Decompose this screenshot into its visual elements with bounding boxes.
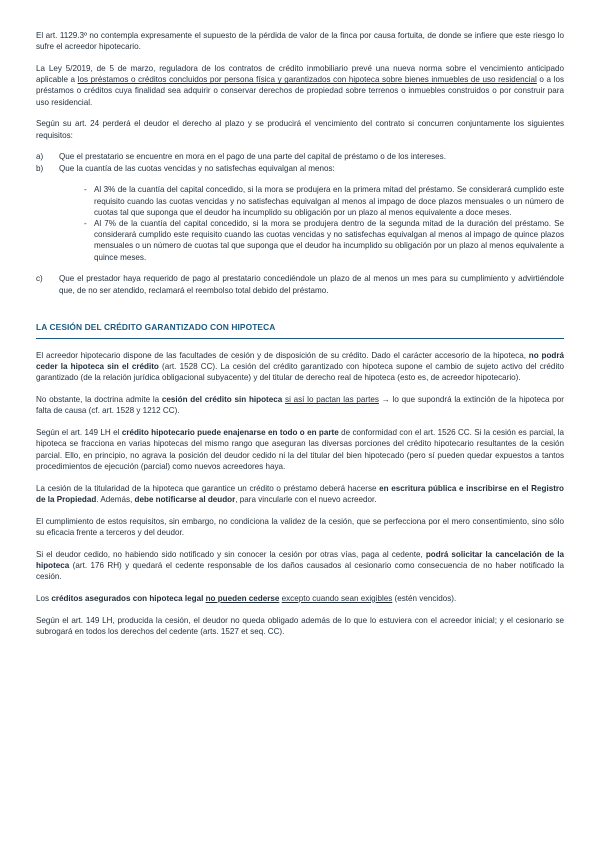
text-span: Los [36, 593, 52, 603]
text-span: de conformidad con el art. 1526 CC. Si la cesión es parcial, la hipoteca se fracciona en varias hipotecas del mismo rango que aseguran las diversas porciones del crédito hipotecario resultantes de la cesión parcial. Ello, en principio, no agrava la posición del deudor cedido ni la del titular del bien hipotecado (pero sí pueden quedar expuestos a tantos procedimientos de ejecución (parcial) como nuevos acreedores haya. [36, 428, 564, 471]
text-span: (art. 176 RH) y quedará el cedente responsable de los daños causados al cesionario como consecuencia de no haber notificado la cesión. [36, 560, 564, 582]
paragraph-subrogacion [36, 615, 564, 637]
list-item-text: Que el prestatario se encuentre en mora en el pago de una parte del capital de préstamo o de los intereses. [59, 152, 446, 162]
text-span: Si el deudor cedido, no habiendo sido notificado y sin conocer la cesión por otras vías, paga al cedente, [36, 549, 426, 559]
section-heading: LA CESIÓN DEL CRÉDITO GARANTIZADO CON HIPOTECA [36, 321, 276, 332]
text-span: → lo que supondrá la extinción de la hipoteca por falta de causa (cf. art. 1528 y 1212 CC). [36, 395, 565, 416]
text-span: o a los préstamos o créditos cuya finalidad sea adquirir o conservar derechos de propiedad sobre terrenos o inmuebles construidos o por construir para uso residencial. [36, 75, 564, 107]
bold-text: no podrá ceder la hipoteca sin el crédito [36, 351, 564, 372]
list-marker: b) [36, 163, 44, 173]
text-span: Según el art. 149 LH el [36, 428, 122, 438]
paragraph-cesion-sin-hipoteca [36, 394, 564, 416]
dash-marker: - [84, 219, 87, 229]
sub-item-text: Al 7% de la cuantía del capital concedido, si la mora se produjera dentro de la segunda mitad de la duración del préstamo. Se considerará cumplido este requisito cuando las cuotas vencidas y no satisfechas equivalgan al menos al impago de quince plazos mensuales o un número de cuotas tal que suponga que el deudor ha incumplido su obligación por un plazo al menos equivalente a quince meses. [94, 219, 564, 262]
bold-text: en escritura pública e inscribirse en el Registro de la Propiedad [36, 483, 564, 504]
sub-item-7-percent [36, 218, 564, 263]
text-span: , para vincularle con el nuevo acreedor. [235, 494, 377, 504]
list-item-a [36, 151, 564, 162]
bold-text: crédito hipotecario puede enajenarse en todo o en parte [121, 428, 339, 438]
dash-marker: - [84, 185, 87, 195]
list-item-text: Que el prestador haya requerido de pago al prestatario concediéndole un plazo de al menos un mes para su cumplimiento y advirtiéndole que, de no ser atendido, reclamará el reembolso total debido del préstamo. [59, 274, 564, 295]
sub-item-text: Al 3% de la cuantía del capital concedido, si la mora se produjera en la primera mitad del préstamo. Se considerará cumplido este requisito cuando las cuotas vencidas y no satisfechas equivalgan al menos al impago de doce plazos mensuales o un número de cuotas tal que suponga que el deudor ha incumplido su obligación por un plazo al menos equivalente a doce meses. [94, 185, 564, 217]
text-span: Según el art. 149 LH, producida la cesión, el deudor no queda obligado además de lo que lo estuviera con el acreedor inicial; y el cesionario se subrogará en todos los derechos del cedente (arts. 1527 et seq. CC). [36, 615, 564, 636]
list-marker: c) [36, 274, 43, 284]
text-span: Según su art. 24 perderá el deudor el derecho al plazo y se producirá el vencimiento del contrato si concurren conjuntamente los siguientes requisitos: [36, 119, 564, 140]
list-item-text: Que la cuantía de las cuotas vencidas y no satisfechas equivalgan al menos: [59, 163, 335, 173]
underlined-text: excepto cuando sean exigibles [281, 593, 393, 603]
bold-underlined-text: no pueden cederse [205, 593, 280, 603]
paragraph-art-1129 [36, 30, 564, 52]
paragraph-art-149 [36, 427, 564, 472]
document-page [36, 30, 564, 637]
list-item-c [36, 273, 564, 295]
bold-text: podrá solicitar la cancelación de la hipoteca [36, 549, 564, 570]
paragraph-art-24 [36, 118, 564, 140]
paragraph-hipoteca-legal [36, 593, 564, 604]
list-item-b [36, 163, 564, 174]
list-marker: a) [36, 152, 44, 162]
text-span: (estén vencidos). [392, 593, 457, 603]
paragraph-deudor-cedido [36, 549, 564, 583]
bold-text: créditos asegurados con hipoteca legal [51, 593, 204, 603]
paragraph-cesion-facultades [36, 350, 564, 384]
paragraph-ley-5-2019 [36, 63, 564, 108]
text-span: El cumplimiento de estos requisitos, sin embargo, no condiciona la validez de la cesión, que se perfecciona por el mero consentimiento, sino sólo su eficacia frente a terceros y del deudor. [36, 516, 564, 537]
text-span: La Ley 5/2019, de 5 de marzo, reguladora de los contratos de crédito inmobiliario prevé una nueva norma sobre el vencimiento anticipado aplicable a [36, 64, 564, 85]
bold-text: cesión del crédito sin hipoteca [161, 395, 283, 405]
text-span: . Además, [96, 494, 135, 504]
underlined-text: si así lo pactan las partes [285, 395, 379, 405]
underlined-text: los préstamos o créditos concluidos por persona física y garantizados con hipoteca sobre bienes inmuebles de uso residencial [77, 75, 537, 85]
bold-text: debe notificarse al deudor [134, 494, 236, 504]
text-span: El acreedor hipotecario dispone de las facultades de cesión y de disposición de su crédito. Dado el carácter accesorio de la hipoteca, [36, 351, 529, 361]
paragraph-validez-cesion [36, 516, 564, 538]
paragraph-escritura-publica [36, 483, 564, 505]
text-span: (art. 1528 CC). La cesión del crédito garantizado con hipoteca supone el cambio de sujeto activo del crédito garantizado (de la relación jurídica obligacional subyacente) y del titular de derecho real de hipoteca (esto es, de acreedor hipotecario). [36, 362, 564, 383]
text-span: No obstante, la doctrina admite la [36, 395, 162, 405]
text-span: El art. 1129.3º no contempla expresamente el supuesto de la pérdida de valor de la finca por causa fortuita, de donde se infiere que este riesgo lo sufre el acreedor hipotecario. [36, 31, 564, 52]
text-span: La cesión de la titularidad de la hipoteca que garantice un crédito o préstamo deberá hacerse [36, 483, 380, 493]
sub-item-3-percent [36, 184, 564, 218]
requirements-list [36, 151, 564, 295]
